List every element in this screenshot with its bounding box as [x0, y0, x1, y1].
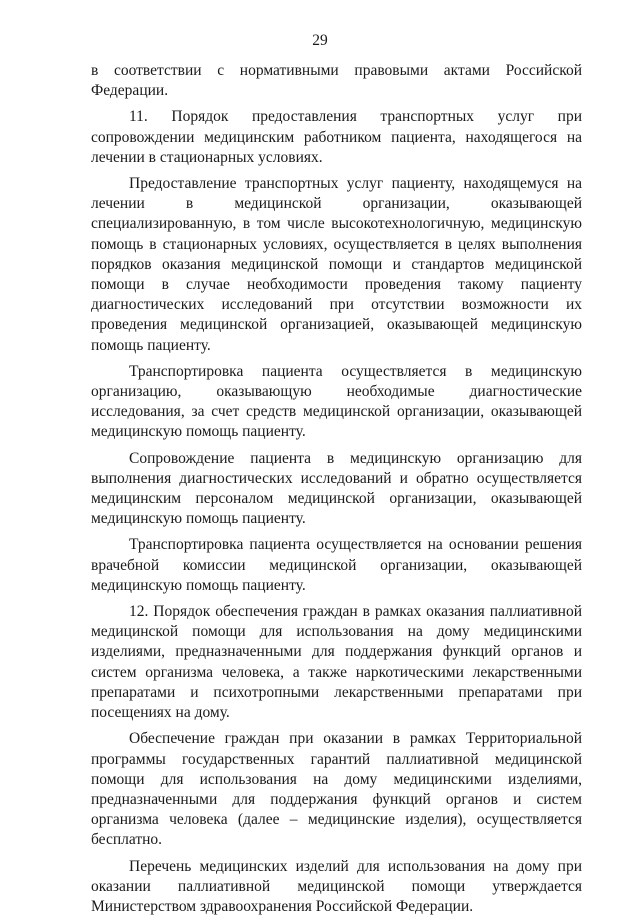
- paragraph-transport-services: Предоставление транспортных услуг пациенту, находящемуся на лечении в медицинской организации, оказывающей специализированную, в том числе высокотехнологичную, медицинскую помощь в стационарных условиях, осуществляется в целях выполнения порядков оказания медицинской помощи и стандартов медицинской помощи в случае необходимости проведения такому пациенту диагностических исследований при отсутствии возможности их проведения медицинской организацией, оказывающей медицинскую помощь пациенту.: [91, 175, 582, 354]
- page-number: 29: [312, 32, 328, 49]
- paragraph-continuation: в соответствии с нормативными правовыми актами Российской Федерации.: [91, 62, 582, 100]
- paragraph-escort: Сопровождение пациента в медицинскую организацию для выполнения диагностических исследований и обратно осуществляется медицинским персоналом медицинской организации, оказывающей медицинскую помощь пациенту.: [91, 449, 582, 528]
- paragraph-section-11-heading: 11. Порядок предоставления транспортных услуг при сопровождении медицинским работником пациента, находящегося на лечении в стационарных условиях.: [91, 108, 582, 166]
- paragraph-transportation: Транспортировка пациента осуществляется в медицинскую организацию, оказывающую необходимые диагностические исследования, за счет средств медицинской организации, оказывающей медицинскую помощь пациенту.: [91, 362, 582, 441]
- paragraph-section-12-heading: 12. Порядок обеспечения граждан в рамках оказания паллиативной медицинской помощи для использования на дому медицинскими изделиями, предназначенными для поддержания функций органов и систем организма человека, а также наркотическими лекарственными препаратами и психотропными лекарственными препаратами при посещениях на дому.: [91, 603, 582, 722]
- paragraph-list-approval: Перечень медицинских изделий для использования на дому при оказании паллиативной медицинской помощи утверждается Министерством здравоохранения Российской Федерации.: [91, 857, 582, 915]
- paragraph-provision-free: Обеспечение граждан при оказании в рамках Территориальной программы государственных гарантий паллиативной медицинской помощи для использования на дому медицинскими изделиями, предназначенными для поддержания функций органов и систем организма человека (далее – медицинские изделия), осуществляется бесплатно.: [91, 730, 582, 849]
- paragraph-commission-decision: Транспортировка пациента осуществляется на основании решения врачебной комиссии медицинской организации, оказывающей медицинскую помощь пациенту.: [91, 536, 582, 594]
- document-body: [91, 61, 582, 923]
